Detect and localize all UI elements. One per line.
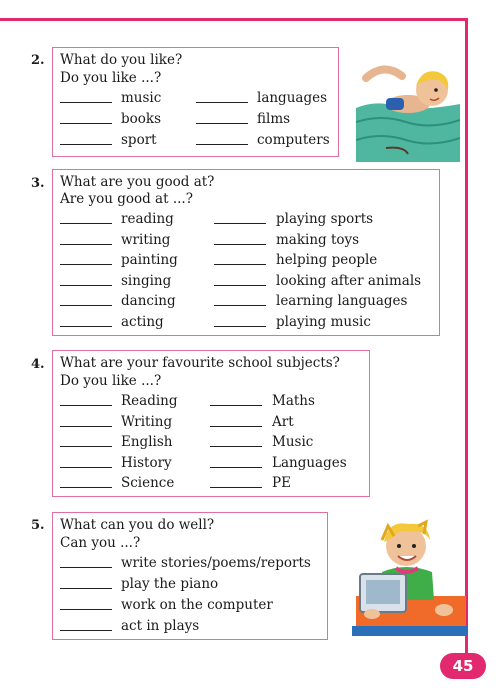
option-label: Reading xyxy=(121,393,178,409)
answer-blank[interactable] xyxy=(210,467,262,468)
answer-blank[interactable] xyxy=(210,446,262,447)
question-line: Are you good at ...? xyxy=(60,191,193,207)
exercise-number: 3. xyxy=(31,176,45,191)
question-line: Can you ...? xyxy=(60,535,141,551)
answer-blank[interactable] xyxy=(60,264,112,265)
option-label: Maths xyxy=(272,393,315,409)
answer-blank[interactable] xyxy=(214,305,266,306)
option-label: acting xyxy=(121,314,164,330)
answer-blank[interactable] xyxy=(60,123,112,124)
exercise-number: 5. xyxy=(31,518,45,533)
answer-blank[interactable] xyxy=(60,609,112,610)
answer-blank[interactable] xyxy=(60,630,112,631)
answer-blank[interactable] xyxy=(60,467,112,468)
answer-blank[interactable] xyxy=(60,144,112,145)
answer-blank[interactable] xyxy=(196,102,248,103)
option-label: PE xyxy=(272,475,291,491)
option-label: singing xyxy=(121,273,172,289)
option-label: books xyxy=(121,111,162,127)
option-label: learning languages xyxy=(276,293,408,309)
option-label: act in plays xyxy=(121,618,200,634)
option-label: writing xyxy=(121,232,171,248)
swimming-boy-illustration xyxy=(356,50,460,162)
answer-blank[interactable] xyxy=(60,487,112,488)
answer-blank[interactable] xyxy=(214,223,266,224)
option-label: Art xyxy=(272,414,294,430)
option-label: reading xyxy=(121,211,174,227)
option-label: dancing xyxy=(121,293,176,309)
question-line: What are you good at? xyxy=(60,174,215,190)
answer-blank[interactable] xyxy=(60,223,112,224)
answer-blank[interactable] xyxy=(60,102,112,103)
option-label: making toys xyxy=(276,232,360,248)
answer-blank[interactable] xyxy=(60,244,112,245)
answer-blank[interactable] xyxy=(60,446,112,447)
question-line: Do you like ...? xyxy=(60,70,162,86)
answer-blank[interactable] xyxy=(60,405,112,406)
answer-blank[interactable] xyxy=(60,567,112,568)
question-line: What can you do well? xyxy=(60,517,215,533)
answer-blank[interactable] xyxy=(60,326,112,327)
answer-blank[interactable] xyxy=(60,588,112,589)
question-line: Do you like ...? xyxy=(60,373,162,389)
option-label: play the piano xyxy=(121,576,219,592)
question-line: What do you like? xyxy=(60,52,183,68)
option-label: Writing xyxy=(121,414,173,430)
option-label: helping people xyxy=(276,252,378,268)
option-label: languages xyxy=(257,90,328,106)
answer-blank[interactable] xyxy=(214,244,266,245)
option-label: films xyxy=(257,111,291,127)
option-label: looking after animals xyxy=(276,273,422,289)
option-label: painting xyxy=(121,252,178,268)
page-top-rule xyxy=(0,18,468,21)
exercise-number: 4. xyxy=(31,357,45,372)
answer-blank[interactable] xyxy=(210,426,262,427)
option-label: Music xyxy=(272,434,314,450)
answer-blank[interactable] xyxy=(60,426,112,427)
option-label: write stories/poems/reports xyxy=(121,555,311,571)
question-line: What are your favourite school subjects? xyxy=(60,355,340,371)
answer-blank[interactable] xyxy=(214,326,266,327)
option-label: English xyxy=(121,434,173,450)
option-label: playing sports xyxy=(276,211,374,227)
option-label: History xyxy=(121,455,172,471)
option-label: Languages xyxy=(272,455,347,471)
answer-blank[interactable] xyxy=(210,405,262,406)
answer-blank[interactable] xyxy=(60,285,112,286)
boy-at-computer-illustration xyxy=(352,518,468,636)
answer-blank[interactable] xyxy=(210,487,262,488)
page-number-badge: 45 xyxy=(440,653,486,679)
option-label: sport xyxy=(121,132,157,148)
answer-blank[interactable] xyxy=(60,305,112,306)
option-label: Science xyxy=(121,475,175,491)
answer-blank[interactable] xyxy=(196,123,248,124)
exercise-number: 2. xyxy=(31,53,45,68)
option-label: playing music xyxy=(276,314,371,330)
option-label: computers xyxy=(257,132,330,148)
option-label: music xyxy=(121,90,162,106)
option-label: work on the computer xyxy=(121,597,273,613)
answer-blank[interactable] xyxy=(214,285,266,286)
answer-blank[interactable] xyxy=(214,264,266,265)
answer-blank[interactable] xyxy=(196,144,248,145)
